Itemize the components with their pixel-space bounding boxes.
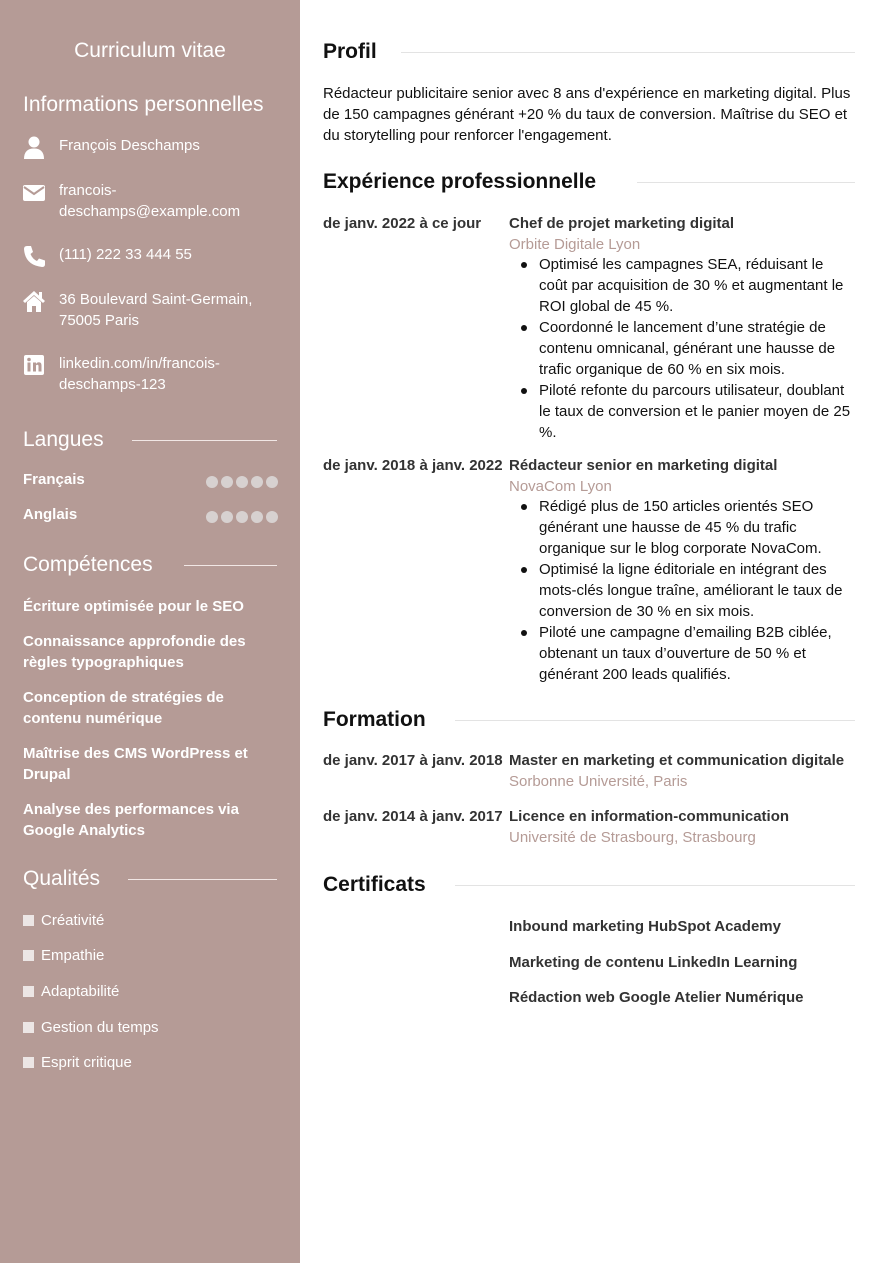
bullet-dot-icon: [521, 388, 527, 394]
skill-item: Connaissance approfondie des règles typographiques: [23, 633, 246, 671]
address: 36 Boulevard Saint-Germain, 75005 Paris: [59, 291, 253, 329]
education-dates: de janv. 2017 à janv. 2018: [323, 752, 503, 769]
bullet-dot-icon: [521, 630, 527, 636]
bullet-text: Optimisé la ligne éditoriale en intégrant des mots-clés longue traîne, améliorant le taux de conversion de 30 % en six mois.: [539, 561, 843, 620]
square-bullet-icon: [23, 1057, 34, 1068]
education-dates: de janv. 2014 à janv. 2017: [323, 808, 503, 825]
level-dot: [266, 511, 278, 523]
email-link[interactable]: francois-deschamps@example.com: [59, 182, 241, 220]
quality-label: Adaptabilité: [41, 983, 120, 1000]
languages-divider: [132, 440, 277, 441]
sidebar: [0, 0, 300, 1263]
full-name: François Deschamps: [59, 137, 200, 154]
linkedin-icon: [23, 353, 45, 377]
quality-label: Esprit critique: [41, 1054, 132, 1071]
square-bullet-icon: [23, 986, 34, 997]
experience-dates: de janv. 2022 à ce jour: [323, 215, 482, 232]
profile-heading: Profil: [323, 40, 377, 63]
bullet-text: Piloté refonte du parcours utilisateur, doublant le taux de conversion et le panier moyen de 25 %.: [539, 382, 851, 441]
education-divider: [455, 720, 855, 721]
level-dot: [206, 476, 218, 488]
certificates-heading: Certificats: [323, 873, 426, 896]
quality-label: Gestion du temps: [41, 1019, 159, 1036]
profile-text: Rédacteur publicitaire senior avec 8 ans d'expérience en marketing digital. Plus de 150 campagnes générant +20 % du taux de conversion. Maîtrise du SEO et du storytelling pour renforcer l'engagement.: [323, 85, 851, 144]
experience-org: NovaCom Lyon: [509, 478, 612, 495]
experience-role: Rédacteur senior en marketing digital: [509, 457, 778, 474]
personal-info-heading: Informations personnelles: [23, 93, 264, 116]
experience-dates: de janv. 2018 à janv. 2022: [323, 457, 503, 474]
square-bullet-icon: [23, 950, 34, 961]
certificate-item: Inbound marketing HubSpot Academy: [509, 918, 781, 935]
language-row-francais: [23, 471, 278, 492]
language-level-dots: [206, 476, 278, 488]
experience-heading: Expérience professionnelle: [323, 170, 597, 193]
skills-heading: Compétences: [23, 553, 153, 576]
linkedin-link[interactable]: linkedin.com/in/francois-deschamps-123: [59, 355, 220, 393]
bullet-item: [519, 622, 855, 685]
level-dot: [236, 476, 248, 488]
square-bullet-icon: [23, 1022, 34, 1033]
education-heading: Formation: [323, 708, 426, 731]
level-dot: [266, 476, 278, 488]
skill-item: Écriture optimisée pour le SEO: [23, 598, 244, 615]
bullet-dot-icon: [521, 325, 527, 331]
bullet-item: [519, 317, 855, 380]
experience-role: Chef de projet marketing digital: [509, 215, 735, 232]
skills-divider: [184, 565, 277, 566]
education-degree: Licence en information-communication: [509, 808, 790, 825]
level-dot: [221, 511, 233, 523]
bullet-item: [519, 559, 855, 622]
languages-heading: Langues: [23, 428, 104, 451]
bullet-item: [519, 380, 855, 443]
level-dot: [251, 511, 263, 523]
certificates-divider: [455, 885, 855, 886]
phone-icon: [23, 244, 45, 268]
experience-divider: [637, 182, 855, 183]
bullet-dot-icon: [521, 567, 527, 573]
education-school: Université de Strasbourg, Strasbourg: [509, 829, 756, 846]
language-level-dots: [206, 511, 278, 523]
certificate-item: Rédaction web Google Atelier Numérique: [509, 989, 804, 1006]
qualities-divider: [128, 879, 277, 880]
level-dot: [206, 511, 218, 523]
user-icon: [23, 135, 45, 159]
skill-item: Maîtrise des CMS WordPress et Drupal: [23, 745, 248, 783]
square-bullet-icon: [23, 915, 34, 926]
profile-divider: [401, 52, 855, 53]
education-school: Sorbonne Université, Paris: [509, 773, 688, 790]
education-degree: Master en marketing et communication digitale: [509, 752, 845, 769]
level-dot: [236, 511, 248, 523]
bullet-text: Piloté une campagne d’emailing B2B ciblée, obtenant un taux d’ouverture de 50 % et générant 200 leads qualifiés.: [539, 624, 832, 683]
skill-item: Analyse des performances via Google Analytics: [23, 801, 239, 839]
level-dot: [251, 476, 263, 488]
bullet-item: [519, 254, 855, 317]
cv-title: Curriculum vitae: [74, 39, 226, 62]
quality-label: Empathie: [41, 947, 105, 964]
experience-bullets: [519, 254, 855, 443]
envelope-icon: [23, 180, 45, 204]
bullet-dot-icon: [521, 262, 527, 268]
language-name: Français: [23, 471, 85, 488]
experience-bullets: [519, 496, 855, 685]
bullet-item: [519, 496, 855, 559]
quality-label: Créativité: [41, 912, 105, 929]
bullet-text: Optimisé les campagnes SEA, réduisant le coût par acquisition de 30 % et augmentant le ROI global de 45 %.: [539, 256, 844, 315]
phone-number[interactable]: (111) 222 33 444 55: [59, 246, 192, 263]
language-row-anglais: [23, 506, 278, 527]
home-icon: [23, 289, 45, 313]
level-dot: [221, 476, 233, 488]
language-name: Anglais: [23, 506, 78, 523]
certificate-item: Marketing de contenu LinkedIn Learning: [509, 954, 798, 971]
bullet-text: Rédigé plus de 150 articles orientés SEO générant une hausse de 45 % du trafic organique sur le blog corporate NovaCom.: [539, 498, 822, 557]
bullet-text: Coordonné le lancement d’une stratégie de contenu omnicanal, générant une hausse de trafic organique de 60 % en six mois.: [539, 319, 836, 378]
qualities-heading: Qualités: [23, 867, 101, 890]
skill-item: Conception de stratégies de contenu numérique: [23, 689, 224, 727]
bullet-dot-icon: [521, 504, 527, 510]
experience-org: Orbite Digitale Lyon: [509, 236, 641, 253]
